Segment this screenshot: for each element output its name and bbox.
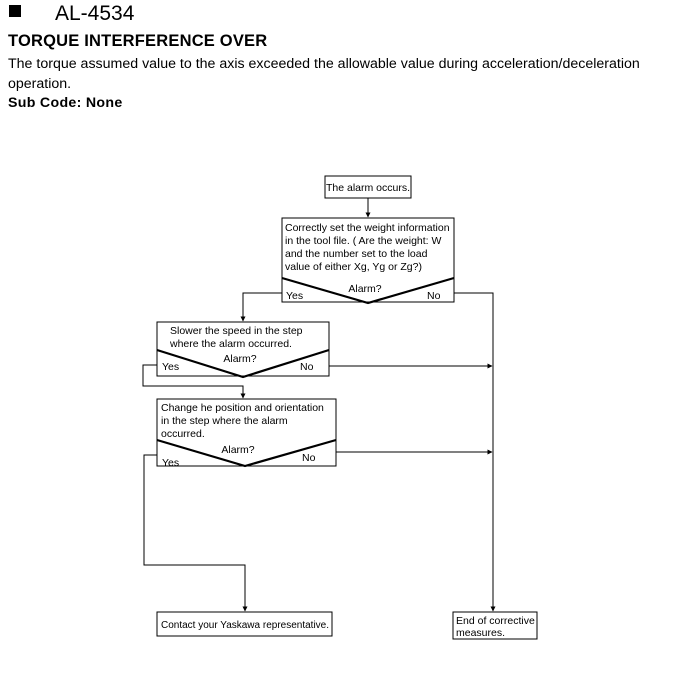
step1-line-1: Correctly set the weight information — [285, 222, 450, 234]
step2-line-2: where the alarm occurred. — [170, 338, 292, 350]
step3-no: No — [302, 452, 316, 464]
step3-yes: Yes — [162, 457, 180, 469]
step1-line-2: in the tool file. ( Are the weight: W — [285, 235, 442, 247]
step3-question: Alarm? — [221, 444, 255, 456]
alarm-description: The torque assumed value to the axis exceeded the allowable value during acceleration/deceleration operation. — [8, 56, 640, 92]
step3-line-2: in the step where the alarm — [161, 415, 288, 427]
alarm-code: AL-4534 — [55, 2, 135, 25]
alarm-title: TORQUE INTERFERENCE OVER — [8, 32, 268, 50]
step2-yes: Yes — [162, 361, 180, 373]
step3-line-1: Change he position and orientation — [161, 402, 324, 414]
step1-line-4: value of either Xg, Yg or Zg?) — [285, 261, 422, 273]
step1-line-3: and the number set to the load — [285, 248, 428, 260]
arrow-step3-yes — [144, 455, 245, 611]
step2-line-1: Slower the speed in the step — [170, 325, 303, 337]
start-label: The alarm occurs. — [325, 182, 411, 194]
sub-code: Sub Code: None — [8, 95, 123, 111]
contact-label: Contact your Yaskawa representative. — [160, 620, 330, 631]
step1-question: Alarm? — [348, 283, 382, 295]
step1-no: No — [427, 290, 441, 302]
end-line-2: measures. — [456, 627, 506, 639]
step2-question: Alarm? — [223, 353, 257, 365]
step2-no: No — [300, 361, 314, 373]
end-line-1: End of corrective — [456, 615, 535, 627]
step3-line-3: occurred. — [161, 428, 205, 440]
step1-yes: Yes — [286, 290, 304, 302]
arrow-step1-yes — [243, 293, 282, 321]
